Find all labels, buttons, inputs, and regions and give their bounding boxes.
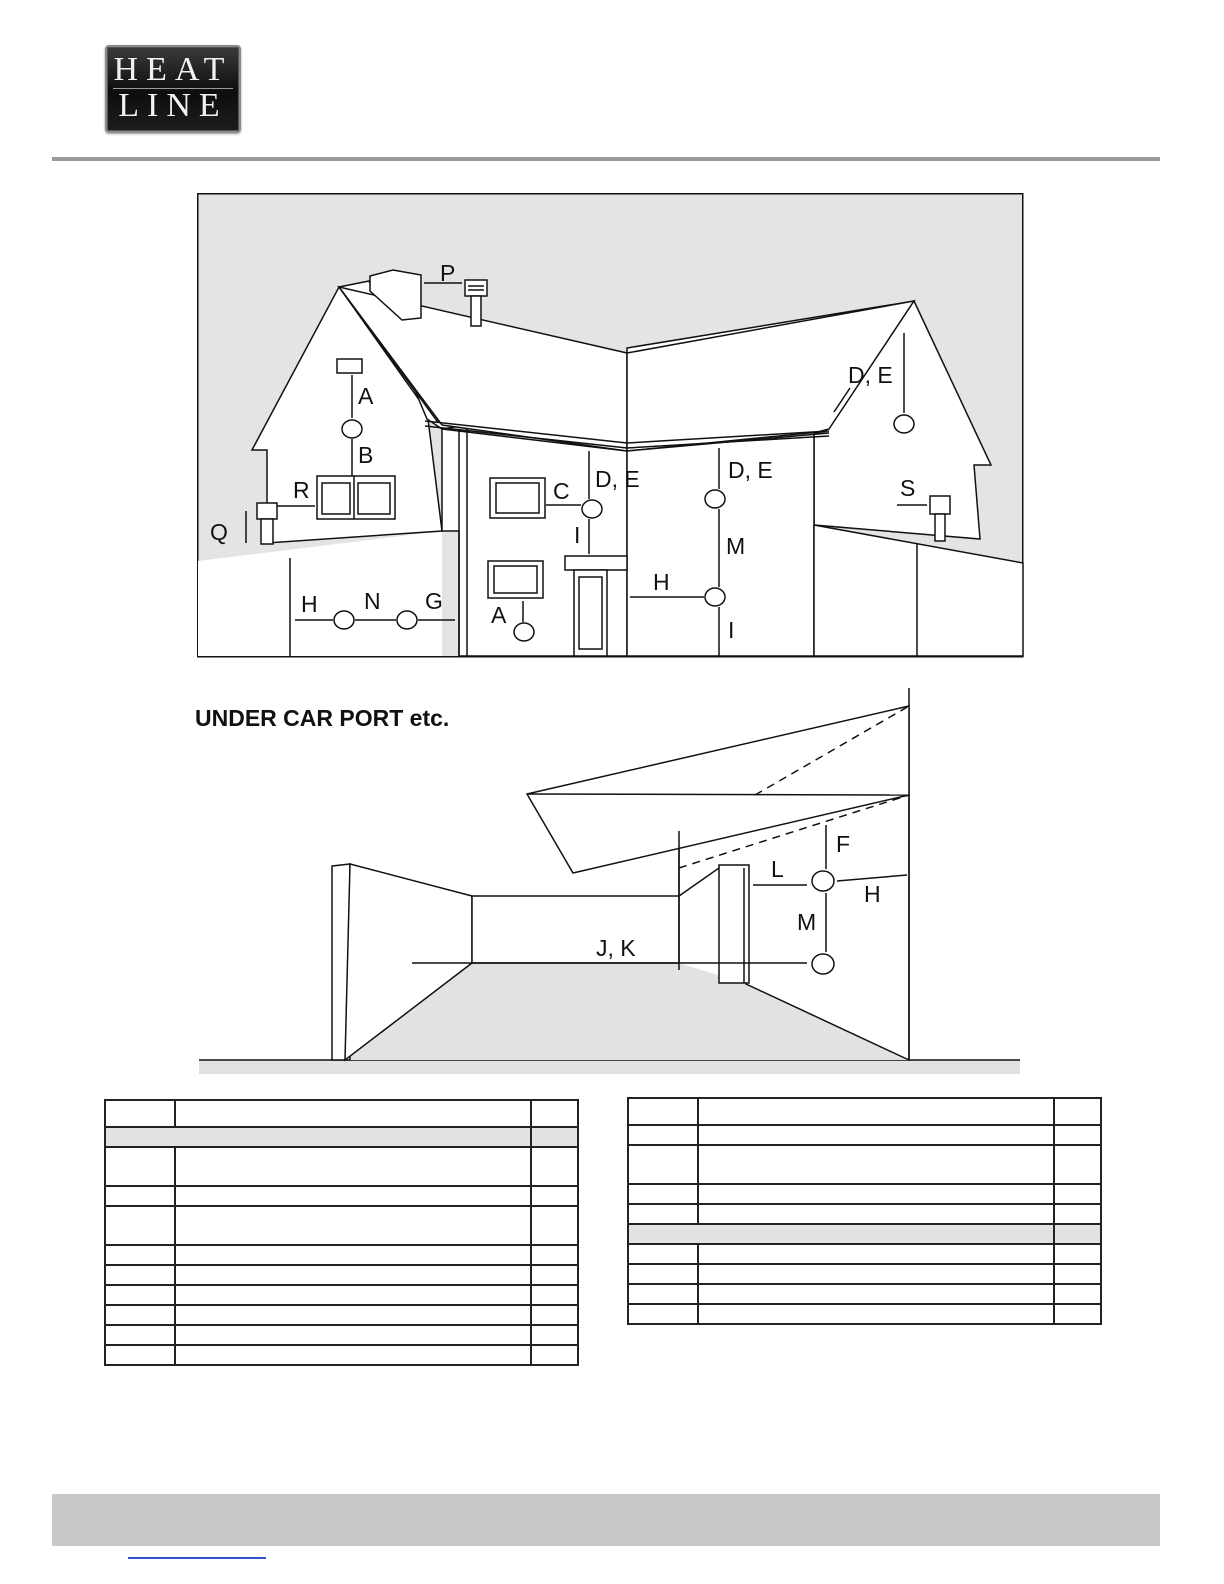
table-row <box>105 1305 578 1325</box>
table-row <box>105 1345 578 1365</box>
label-R: R <box>293 477 310 503</box>
label-M-carport: M <box>797 909 817 935</box>
header-rule <box>52 157 1160 161</box>
label-L: L <box>771 856 784 882</box>
table-row <box>628 1125 1101 1145</box>
footer-link[interactable] <box>128 1557 266 1559</box>
table-row <box>628 1304 1101 1324</box>
label-DE-gable: D, E <box>848 362 893 388</box>
label-N: N <box>364 588 381 614</box>
label-H-center: H <box>653 569 670 595</box>
label-M: M <box>726 533 746 559</box>
label-JK: J, K <box>596 935 636 961</box>
label-DE-right: D, E <box>728 457 773 483</box>
label-I-center: I <box>574 522 581 548</box>
label-C: C <box>553 478 570 504</box>
label-P: P <box>440 260 456 286</box>
label-H-carport: H <box>864 881 881 907</box>
table-row <box>628 1145 1101 1184</box>
table-row <box>628 1184 1101 1204</box>
table-row <box>105 1147 578 1186</box>
label-H-left: H <box>301 591 318 617</box>
table-row <box>105 1265 578 1285</box>
label-A-upper: A <box>358 383 374 409</box>
table-section-row <box>628 1224 1101 1244</box>
table-row <box>628 1264 1101 1284</box>
table-row <box>105 1186 578 1206</box>
logo-line-1: HEAT <box>113 51 233 88</box>
carport-title: UNDER CAR PORT etc. <box>195 705 450 731</box>
carport-diagram <box>195 688 1025 1076</box>
clearance-table-left <box>104 1099 579 1366</box>
table-row <box>105 1206 578 1245</box>
label-Q: Q <box>210 519 228 545</box>
label-S: S <box>900 475 916 501</box>
table-section-row <box>105 1127 578 1147</box>
label-F: F <box>836 831 851 857</box>
clearance-table-right <box>627 1097 1102 1325</box>
label-DE-center: D, E <box>595 466 640 492</box>
label-G: G <box>425 588 443 614</box>
table-row <box>628 1204 1101 1224</box>
table-row <box>105 1285 578 1305</box>
table-header <box>105 1100 578 1127</box>
footer-bar <box>52 1494 1160 1546</box>
label-I-right: I <box>728 617 735 643</box>
label-A-lower: A <box>491 602 507 628</box>
table-header <box>628 1098 1101 1125</box>
house-flue-diagram <box>197 193 1024 659</box>
table-row <box>105 1245 578 1265</box>
table-row <box>628 1244 1101 1264</box>
table-row <box>628 1284 1101 1304</box>
logo-line-2: LINE <box>118 87 228 124</box>
label-B: B <box>358 442 374 468</box>
table-row <box>105 1325 578 1345</box>
heatline-logo <box>105 45 241 133</box>
